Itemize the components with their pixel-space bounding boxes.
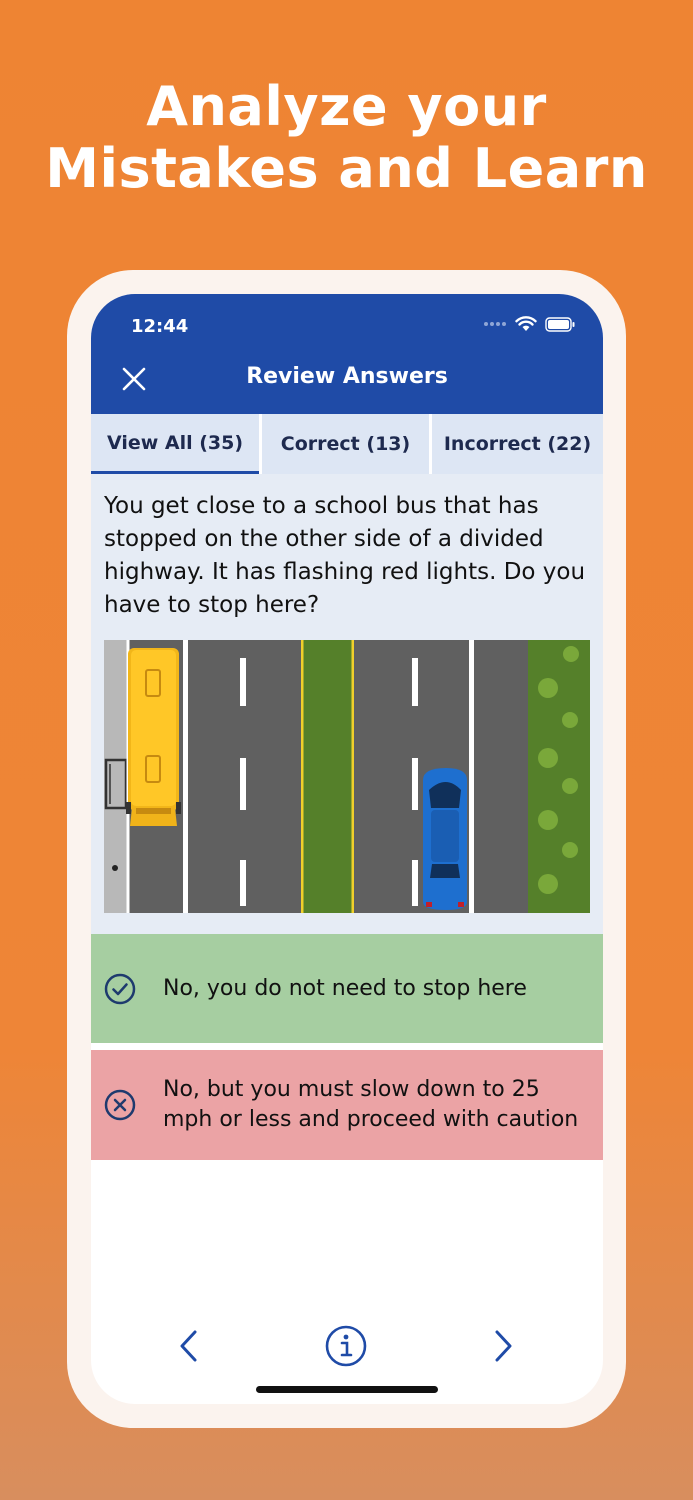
road-illustration bbox=[104, 640, 590, 913]
app-bar bbox=[91, 294, 603, 414]
blue-car bbox=[423, 768, 467, 910]
bottom-nav bbox=[91, 1314, 603, 1374]
answer-correct[interactable] bbox=[91, 934, 603, 1043]
page-title: Review Answers bbox=[246, 364, 448, 389]
info-icon[interactable] bbox=[324, 1324, 368, 1368]
question-panel bbox=[91, 474, 603, 934]
wifi-icon bbox=[515, 316, 537, 332]
filter-tabs bbox=[91, 414, 603, 474]
answer-text: No, you do not need to stop here bbox=[163, 975, 527, 1001]
x-circle-icon bbox=[103, 1088, 137, 1122]
tab-incorrect[interactable]: Incorrect (22) bbox=[432, 414, 603, 474]
question-text: You get close to a school bus that has stopped on the other side of a divided highway. It has flashing red lights. Do you have to stop here? bbox=[104, 493, 586, 618]
status-time: 12:44 bbox=[131, 316, 189, 337]
chevron-right-icon[interactable] bbox=[480, 1324, 524, 1368]
check-circle-icon bbox=[103, 972, 137, 1006]
home-indicator bbox=[256, 1386, 438, 1393]
signal-dots-icon bbox=[483, 321, 507, 327]
headline bbox=[0, 76, 693, 200]
headline-line-2: Mistakes and Learn bbox=[45, 137, 648, 200]
answer-incorrect[interactable] bbox=[91, 1050, 603, 1160]
headline-line-1: Analyze your bbox=[146, 75, 547, 138]
answer-text: No, but you must slow down to 25 mph or less and proceed with caution bbox=[163, 1077, 579, 1132]
tab-view-all[interactable]: View All (35) bbox=[91, 414, 259, 474]
school-bus bbox=[126, 648, 181, 826]
status-icons bbox=[483, 316, 575, 332]
chevron-left-icon[interactable] bbox=[168, 1324, 212, 1368]
tab-correct[interactable]: Correct (13) bbox=[262, 414, 429, 474]
phone-screen bbox=[91, 294, 603, 1404]
battery-icon bbox=[545, 317, 575, 332]
